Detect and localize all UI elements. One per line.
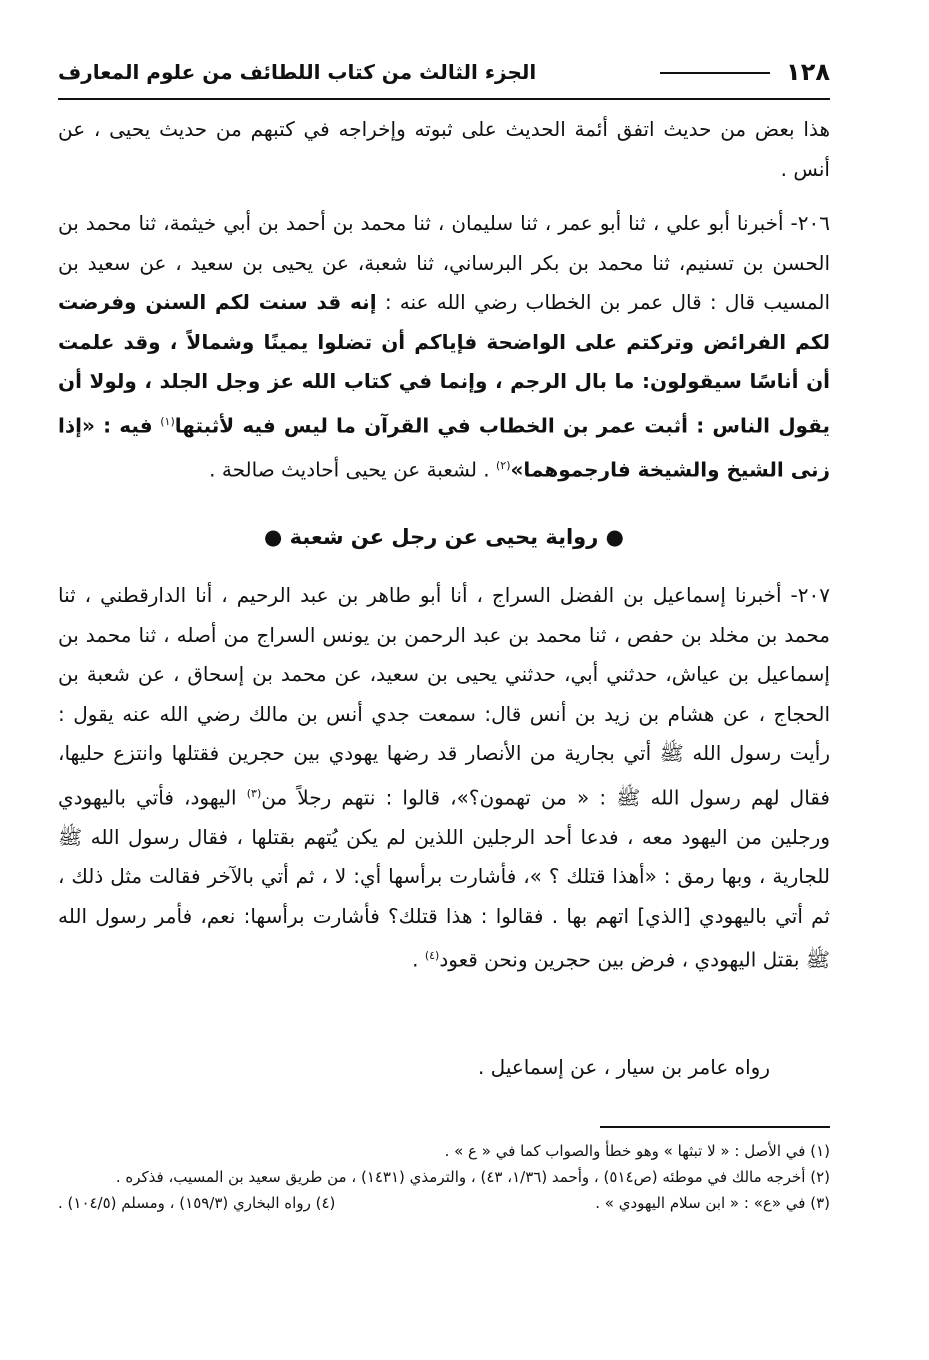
footnote-ref-2[interactable]: (٢)	[496, 458, 511, 472]
intro-paragraph	[58, 110, 830, 189]
hadith-207-paragraph	[58, 576, 830, 980]
riwaya-paragraph	[58, 1048, 830, 1088]
intro-text: هذا بعض من حديث اتفق أئمة الحديث على ثبوته وإخراجه في كتبهم من حديث يحيى ، عن أنس .	[58, 117, 830, 181]
page-number: ١٢٨	[786, 58, 830, 86]
page-header	[58, 58, 830, 92]
footnote-1: (١) في الأصل : « لا تبثها » وهو خطأ والصواب كما في « ع » .	[444, 1142, 830, 1160]
footnote-ref-1[interactable]: (١)	[160, 414, 175, 428]
footnote-row-3-4	[58, 1190, 830, 1216]
section-heading: ● رواية يحيى عن رجل عن شعبة ●	[264, 525, 624, 549]
header-underline	[58, 98, 830, 100]
running-title: الجزء الثالث من كتاب اللطائف من علوم المعارف	[58, 60, 537, 84]
header-rule	[660, 72, 770, 74]
hadith-206-chain: ٢٠٦- أخبرنا أبو علي ، ثنا أبو عمر ، ثنا سليمان ، ثنا محمد بن أحمد بن أبي خيثمة، ثنا محمد بن الحسن بن تسنيم، ثنا محمد بن بكر البرساني، ثنا شعبة، عن يحيى بن سعيد ، عن سعيد بن المسيب قال : قال عمر بن الخطاب رضي الله عنه :	[58, 211, 831, 314]
footnote-2: (٢) أخرجه مالك في موطئه (ص٥١٤) ، وأحمد (١/٣٦، ٤٣) ، والترمذي (١٤٣١) ، من طريق سعيد بن المسيب، فذكره .	[115, 1168, 830, 1186]
footnotes	[58, 1138, 830, 1216]
hadith-206-paragraph	[58, 204, 830, 490]
hadith-207-part-2: اليهود، فأتي باليهودي ورجلين من اليهود معه ، فدعا أحد الرجلين اللذين لم يكن يُتهم بقتلها ، فقال رسول الله ﷺ للجارية ، وبها رمق : «أهذا قتلك ؟ »، فأشارت برأسها أي: لا ، ثم أتي بالآخر فقالت مثل ذلك ، ثم أتي باليهودي [الذي] اتهم بها . فقالوا : هذا قتلك؟ فأشارت برأسها: نعم، فأمر رسول الله ﷺ بقتل اليهودي ، فرض بين حجرين ونحن قعود	[58, 785, 830, 972]
footnote-4: (٤) رواه البخاري (١٥٩/٣) ، ومسلم (١٠٤/٥) .	[58, 1194, 336, 1212]
footnote-separator	[600, 1126, 830, 1128]
hadith-206-tail: . لشعبة عن يحيى أحاديث صالحة .	[209, 457, 490, 482]
footnote-ref-3[interactable]: (٣)	[246, 786, 262, 800]
hadith-206-matn-2: فيه : «إذا زنى الشيخ والشيخة فارجموهما»	[58, 413, 830, 482]
riwaya-text: رواه عامر بن سيار ، عن إسماعيل .	[477, 1055, 770, 1079]
hadith-206-matn: إنه قد سنت لكم السنن وفرضت لكم الفرائض وتركتم على الواضحة فإياكم أن تضلوا يمينًا وشمالاً ، وقد علمت أن أناسًا سيقولون: ما بال الرجم ، وإنما في كتاب الله عز وجل الجلد ، ولولا أن يقول الناس : أثبت عمر بن الخطاب في القرآن ما ليس فيه لأثبتها	[58, 290, 830, 438]
hadith-207-part-1: ٢٠٧- أخبرنا إسماعيل بن الفضل السراج ، أنا أبو طاهر بن عبد الرحيم ، أنا الدارقطني ، ثنا محمد بن مخلد بن حفص ، ثنا محمد بن عبد الرحمن بن يونس السراج من أصله ، ثنا محمد بن إسماعيل بن عياش، حدثني أبي، حدثني يحيى بن سعيد، عن محمد بن إسحاق ، عن شعبة بن الحجاج ، عن هشام بن زيد بن أنس قال: سمعت جدي أنس بن مالك رضي الله عنه يقول : رأيت رسول الله ﷺ أتي بجارية من الأنصار قد رضها يهودي بين حجرين فقتلها وانتزع حليها، فقال لهم رسول الله ﷺ : « من تهمون؟»، قالوا : نتهم رجلاً من	[58, 583, 830, 810]
hadith-207-end: .	[412, 947, 425, 972]
footnote-ref-4[interactable]: (٤)	[424, 949, 440, 963]
footnote-3: (٣) في «ع» : « ابن سلام اليهودي » .	[595, 1194, 830, 1212]
